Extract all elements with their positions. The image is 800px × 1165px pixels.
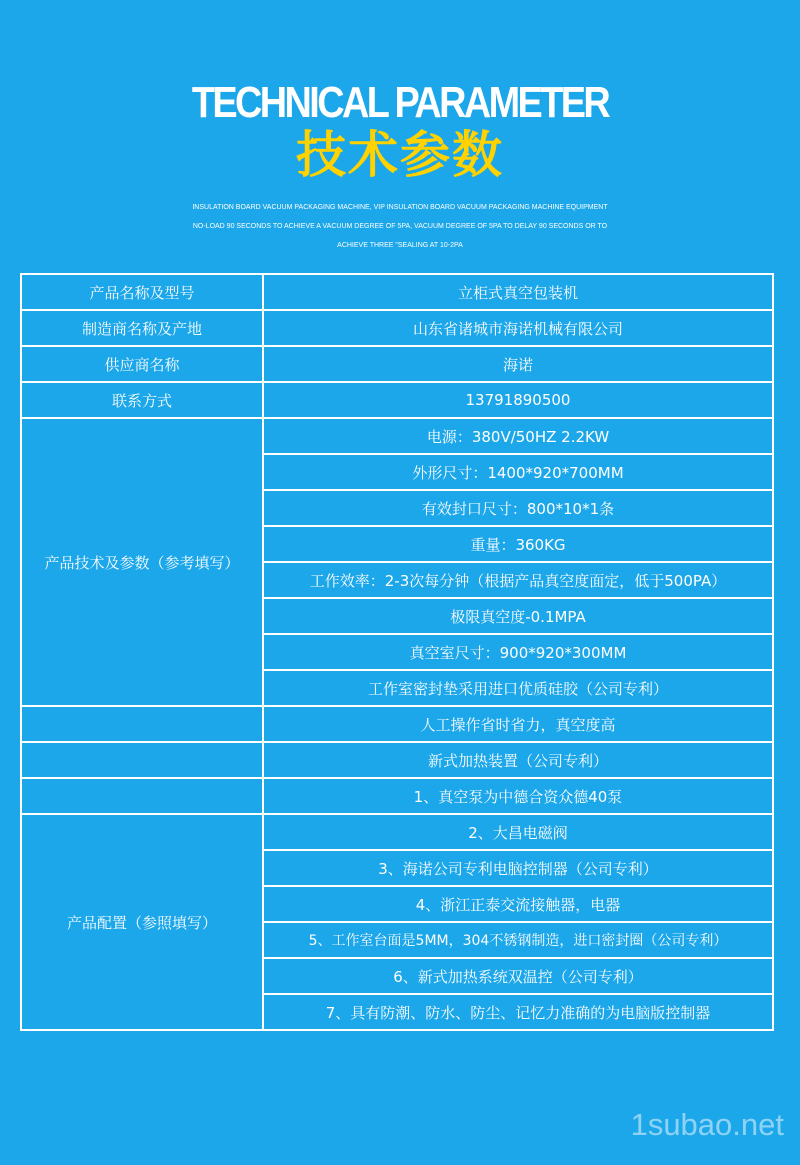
config-cell: 7、具有防潮、防水、防尘、记忆力准确的为电脑版控制器 — [263, 994, 773, 1030]
table-row — [21, 418, 773, 454]
manufacturer-value: 山东省诸城市海诺机械有限公司 — [263, 310, 773, 346]
subtitle-line: INSULATION BOARD VACUUM PACKAGING MACHINE, VIP INSULATION BOARD VACUUM PACKAGING MACHINE EQUIPMENT — [192, 204, 608, 211]
feature-cell: 人工操作省时省力，真空度高 — [263, 706, 773, 742]
feature-cell: 新式加热装置（公司专利） — [263, 742, 773, 778]
contact-value: 13791890500 — [263, 382, 773, 418]
config-cell: 3、海诺公司专利电脑控制器（公司专利） — [263, 850, 773, 886]
config-cell: 5、工作室台面是5MM，304不锈钢制造，进口密封圈（公司专利） — [263, 922, 773, 958]
table-row — [21, 814, 773, 850]
subtitle — [0, 198, 800, 255]
tech-param-cell: 有效封口尺寸：800*10*1条 — [263, 490, 773, 526]
supplier-label: 供应商名称 — [21, 346, 263, 382]
title-english: TECHNICAL PARAMETER — [191, 78, 609, 127]
subtitle-line: NO-LOAD 90 SECONDS TO ACHIEVE A VACUUM DEGREE OF 5PA, VACUUM DEGREE OF 5PA TO DELAY 90 SECONDS OR TO — [192, 223, 608, 230]
subtitle-line: ACHIEVE THREE "SEALING AT 10-2PA — [337, 242, 463, 249]
config-cell: 1、真空泵为中德合资众德40泵 — [263, 778, 773, 814]
tech-param-cell: 重量：360KG — [263, 526, 773, 562]
empty-label-cell — [21, 706, 263, 742]
table-row — [21, 742, 773, 778]
empty-label-cell — [21, 778, 263, 814]
product-name-label: 产品名称及型号 — [21, 274, 263, 310]
table-row — [21, 706, 773, 742]
table-row — [21, 778, 773, 814]
contact-label: 联系方式 — [21, 382, 263, 418]
title-chinese: 技术参数 — [296, 126, 504, 184]
empty-label-cell — [21, 742, 263, 778]
supplier-value: 海诺 — [263, 346, 773, 382]
config-label: 产品配置（参照填写） — [21, 814, 263, 1030]
config-cell: 4、浙江正泰交流接触器，电器 — [263, 886, 773, 922]
product-name-value: 立柜式真空包装机 — [263, 274, 773, 310]
parameter-table — [20, 273, 774, 1031]
watermark: 1subao.net — [630, 1107, 784, 1142]
tech-param-cell: 工作效率：2-3次每分钟（根据产品真空度面定，低于500PA） — [263, 562, 773, 598]
tech-param-cell: 电源：380V/50HZ 2.2KW — [263, 418, 773, 454]
manufacturer-label: 制造商名称及产地 — [21, 310, 263, 346]
tech-param-cell: 外形尺寸：1400*920*700MM — [263, 454, 773, 490]
table-row — [21, 274, 773, 310]
table-row — [21, 310, 773, 346]
tech-param-cell: 极限真空度-0.1MPA — [263, 598, 773, 634]
config-cell: 6、新式加热系统双温控（公司专利） — [263, 958, 773, 994]
table-row — [21, 382, 773, 418]
tech-param-cell: 工作室密封垫采用进口优质硅胶（公司专利） — [263, 670, 773, 706]
table-row — [21, 346, 773, 382]
tech-param-cell: 真空室尺寸：900*920*300MM — [263, 634, 773, 670]
config-cell: 2、大昌电磁阀 — [263, 814, 773, 850]
tech-params-label: 产品技术及参数（参考填写） — [21, 418, 263, 706]
